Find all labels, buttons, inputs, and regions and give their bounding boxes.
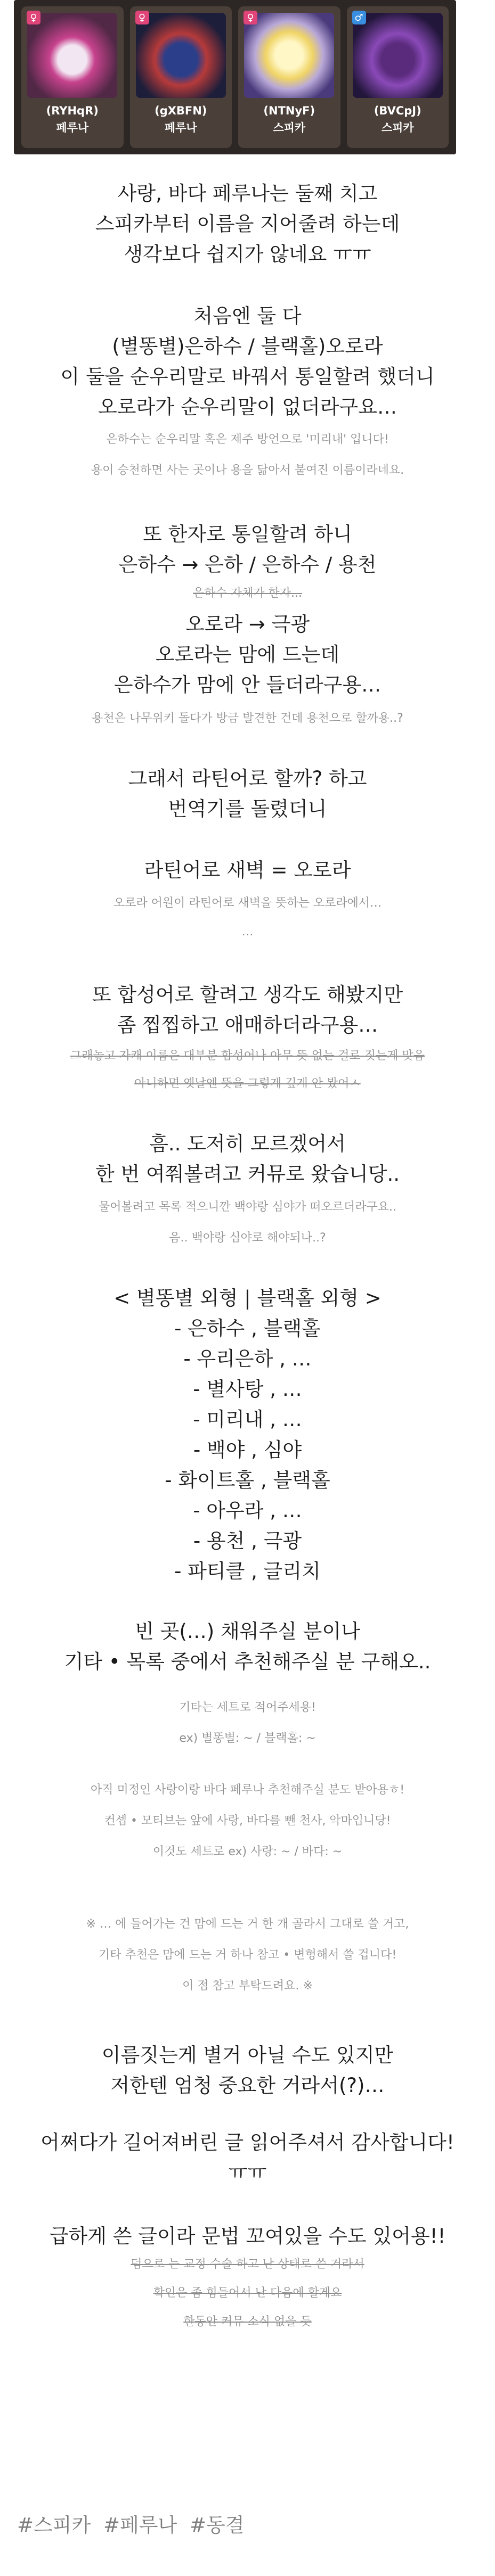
post-text: 번역기를 돌렸더니	[168, 797, 327, 820]
post-note: 물어볼려고 목록 적으니깐 백야랑 심야가 떠오르더라구요..	[98, 1200, 396, 1214]
character-card-strip	[14, 0, 456, 154]
name-list-item: - 별사탕 , …	[193, 1378, 302, 1401]
post-note: ex) 별똥별: ~ / 블랙홀: ~	[179, 1732, 316, 1745]
post-text: 라틴어로 새벽 = 오로라	[144, 859, 351, 882]
name-list-item: - 우리은하 , …	[183, 1347, 312, 1370]
character-code: (BVCpJ)	[374, 104, 421, 117]
character-species: 페루나	[164, 121, 197, 134]
character-species: 스피카	[273, 121, 306, 134]
character-card[interactable]	[347, 6, 449, 148]
name-list-header: < 별똥별 외형 | 블랙홀 외형 >	[113, 1287, 382, 1310]
male-icon: ♂	[352, 11, 366, 24]
hashtag-list	[17, 2509, 251, 2538]
character-card[interactable]	[238, 6, 340, 148]
character-portrait	[27, 13, 117, 98]
character-card[interactable]	[130, 6, 232, 148]
post-text: 은하수 → 은하 / 은하수 / 용천	[118, 553, 377, 576]
post-note: 기타 추천은 맘에 드는 거 하나 참고 • 변형해서 쓸 겁니다!	[98, 1948, 397, 1962]
post-strikethrough-note: 덤으로 는 교정 수술 하고 난 상태로 쓴 거라서	[131, 2258, 364, 2271]
character-portrait	[353, 13, 443, 98]
hashtag-link[interactable]: #페루나	[103, 2514, 177, 2537]
post-text: 사랑, 바다 페루나는 둘째 치고	[117, 182, 378, 205]
post-text: 기타 • 목록 중에서 추천해주실 분 구해오..	[64, 1650, 431, 1673]
post-text: 처음엔 둘 다	[193, 304, 302, 327]
post-text: 한 번 여쭤볼려고 커뮤로 왔습니당..	[95, 1163, 400, 1186]
female-icon: ♀	[135, 11, 149, 24]
hashtag-link[interactable]: #동결	[190, 2514, 245, 2537]
character-code: (NTNyF)	[263, 104, 315, 117]
post-text: 흠.. 도저히 모르겠어서	[149, 1132, 346, 1155]
character-card[interactable]	[21, 6, 124, 148]
name-list-item: - 백야 , 심야	[193, 1438, 302, 1461]
character-portrait	[244, 13, 334, 98]
post-strikethrough-note: 그래놓고 자캐 이름은 대부분 합성어나 아무 뜻 없는 걸로 짓는게 맞음	[70, 1049, 425, 1063]
post-note: 이것도 세트로 ex) 사랑: ~ / 바다: ~	[152, 1845, 343, 1858]
post-note: 아직 미정인 사랑이랑 바다 페루나 추천해주실 분도 받아용ㅎ!	[90, 1783, 405, 1797]
post-note: 용천은 나무위키 돌다가 방금 발견한 건데 용천으로 할까용..?	[92, 712, 403, 725]
post-text: 이름짓는게 별거 아닐 수도 있지만	[101, 2044, 394, 2067]
post-text: 오로라는 맘에 드는데	[155, 643, 340, 666]
post-note: 용이 승천하면 사는 곳이나 용을 닮아서 붙여진 이름이라네요.	[91, 464, 404, 477]
name-list-item: - 은하수 , 블랙홀	[174, 1317, 321, 1340]
post-text: 또 합성어로 할려고 생각도 해봤지만	[92, 983, 403, 1006]
post-text: 이 둘을 순우리말로 바꿔서 통일할려 했더니	[60, 365, 435, 388]
name-list-item: - 화이트홀 , 블랙홀	[165, 1469, 330, 1492]
post-text: 저한텐 엄청 중요한 거라서(?)…	[110, 2074, 385, 2097]
post-text: 오로라 → 극광	[185, 613, 310, 636]
name-list-item: - 용천 , 극광	[193, 1529, 302, 1552]
post-text: 그래서 라틴어로 할까? 하고	[128, 767, 367, 790]
post-text: (별똥별)은하수 / 블랙홀)오로라	[112, 335, 383, 358]
post-note: 은하수는 순우리말 혹은 제주 방언으로 '미리내' 입니다!	[106, 433, 389, 446]
name-list-item: - 파티클 , 글리치	[174, 1560, 321, 1583]
name-list-item: - 아우라 , …	[193, 1499, 302, 1522]
name-list-item: - 미리내 , …	[193, 1408, 302, 1431]
post-text: 생각보다 쉽지가 않네요 ㅠㅠ	[124, 243, 371, 266]
post-text: 빈 곳(…) 채워주실 분이나	[135, 1620, 360, 1643]
post-note: …	[241, 925, 254, 939]
post-strikethrough-note: 확인은 좀 힘들어서 난 다음에 할게요	[153, 2286, 342, 2300]
post-text: 급하게 쓴 글이라 문법 꼬여있을 수도 있어용!!	[49, 2225, 446, 2248]
female-icon: ♀	[27, 11, 40, 24]
character-species: 페루나	[56, 121, 89, 134]
post-text: 좀 찝찝하고 애매하더라구용…	[117, 1014, 378, 1036]
post-text: 스피카부터 이름을 지어줄려 하는데	[95, 212, 400, 235]
post-note: ※ … 에 들어가는 건 맘에 드는 거 한 개 골라서 그대로 쓸 거고,	[86, 1917, 409, 1931]
post-note: 오로라 어원이 라틴어로 새벽을 뜻하는 오로라에서…	[113, 896, 382, 910]
post-text: 또 한자로 통일할려 하니	[143, 523, 352, 546]
post-note: 기타는 세트로 적어주세용!	[179, 1701, 316, 1714]
post-strikethrough-note: 아니하면 옛날엔 뜻을 그렇게 깊게 안 봤어ㅅ	[134, 1077, 361, 1090]
post-text: 오로라가 순우리말이 없더라구요…	[98, 396, 397, 418]
post-text: 은하수가 맘에 안 들더라구용…	[113, 673, 382, 696]
hashtag-link[interactable]: #스피카	[17, 2514, 91, 2537]
character-portrait	[136, 13, 226, 98]
post-text: ㅠㅠ	[228, 2161, 267, 2184]
post-strikethrough-note: 한동안 커뮤 소식 없을 듯	[183, 2315, 312, 2328]
post-strikethrough-note: 은하수 자체가 한자...	[193, 587, 302, 600]
post-note: 음.. 백야랑 심야로 해야되나..?	[169, 1231, 326, 1245]
character-code: (gXBFN)	[155, 104, 207, 117]
post-note: 이 점 참고 부탁드려요. ※	[182, 1979, 313, 1993]
post-text: 어쩌다가 길어져버린 글 읽어주셔서 감사합니다!	[40, 2131, 455, 2154]
character-species: 스피카	[381, 121, 414, 134]
female-icon: ♀	[244, 11, 257, 24]
post-note: 컨셉 • 모티브는 앞에 사랑, 바다를 뺀 천사, 악마입니당!	[104, 1814, 391, 1828]
character-code: (RYHqR)	[46, 104, 99, 117]
